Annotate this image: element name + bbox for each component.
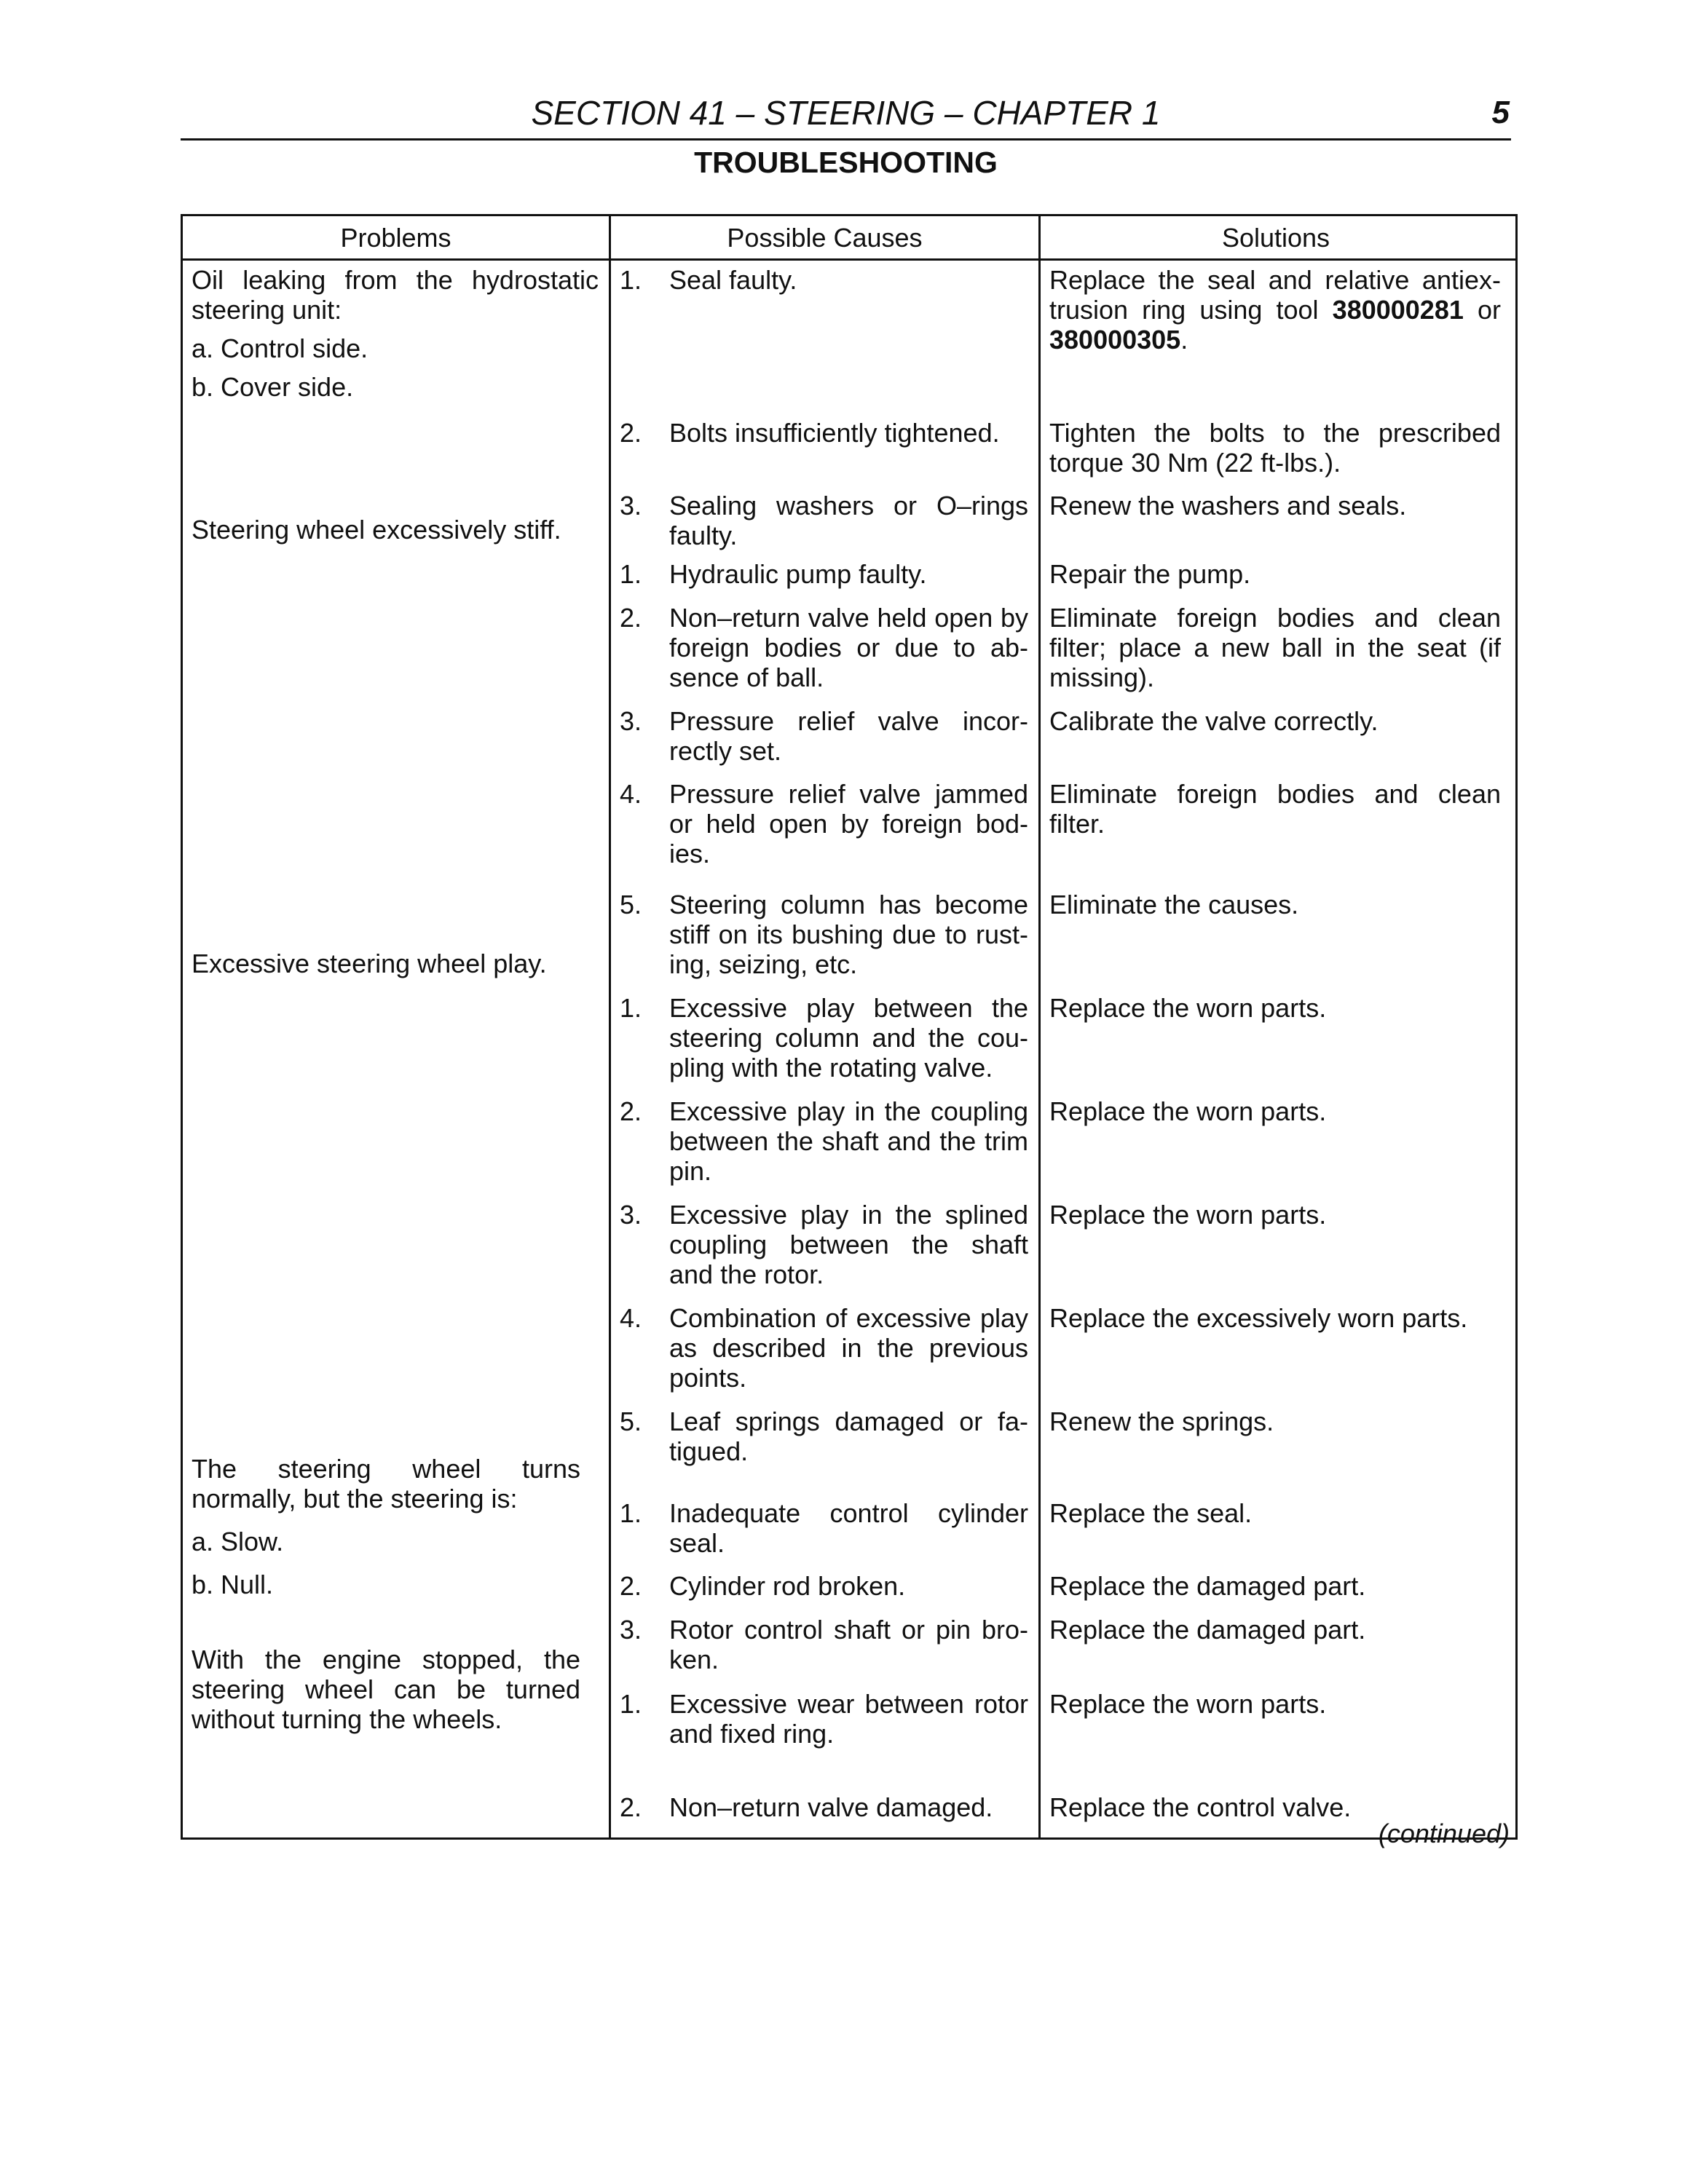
solution-text: Replace the worn parts.	[1049, 993, 1327, 1023]
solution-text: Replace the excessively worn parts.	[1049, 1303, 1468, 1333]
cause-number: 3.	[620, 491, 642, 521]
cause-text: Excessive wear between rotor and fixed ring.	[669, 1689, 1028, 1749]
solution-text: Tighten the bolts to the prescribed torque 30 Nm (22 ft-lbs.).	[1049, 418, 1501, 478]
problem-subitem: a. Control side.	[192, 333, 368, 363]
cause-text: Cylinder rod broken.	[669, 1571, 906, 1601]
section-header: SECTION 41 – STEERING – CHAPTER 1	[531, 94, 1161, 132]
cause-text: Steering column has become stiff on its bushing due to rusting, seizing, etc.	[669, 890, 1028, 979]
solution-text: Renew the springs.	[1049, 1406, 1274, 1436]
cause-number: 2.	[620, 1792, 642, 1822]
cause-text: Bolts insufficiently tightened.	[669, 418, 1000, 448]
problem-text: The steering wheel turns normally, but the steering is:	[192, 1454, 580, 1514]
problem-wheel-turns-freely	[183, 1645, 591, 1734]
solution-text: Eliminate the causes.	[1049, 890, 1299, 919]
cause-text: Non–return valve held open by foreign bodies or due to absence of ball.	[669, 603, 1028, 692]
cause-text: Non–return valve damaged.	[669, 1792, 993, 1822]
cause-number: 5.	[620, 890, 642, 919]
cause-item	[611, 1406, 1038, 1466]
causes-column	[611, 261, 1041, 1837]
cause-number: 5.	[620, 1406, 642, 1436]
cause-number: 4.	[620, 1303, 642, 1333]
cause-text: Combination of excessive play as described in the previous points.	[669, 1303, 1028, 1393]
cause-number: 1.	[620, 1498, 642, 1528]
problem-slow-steering	[183, 1454, 591, 1599]
cause-number: 2.	[620, 603, 642, 633]
header-rule	[181, 138, 1511, 141]
cause-item	[611, 1200, 1038, 1289]
cause-text: Rotor control shaft or pin broken.	[669, 1615, 1028, 1674]
cause-item	[611, 993, 1038, 1083]
solution-text: Repair the pump.	[1049, 559, 1251, 589]
solution-text-part: .	[1180, 325, 1188, 355]
cause-number: 3.	[620, 706, 642, 736]
cause-text: Sealing washers or O–rings faulty.	[669, 491, 1028, 550]
cause-number: 1.	[620, 1689, 642, 1719]
solution-text: Replace the control valve.	[1049, 1792, 1352, 1822]
cause-text: Hydraulic pump faulty.	[669, 559, 927, 589]
cause-item	[611, 779, 1038, 869]
cause-text: Excessive play in the splined coupling between the shaft and the rotor.	[669, 1200, 1028, 1289]
solution-text	[1041, 265, 1511, 355]
cause-number: 2.	[620, 418, 642, 448]
solution-text: Replace the worn parts.	[1049, 1689, 1327, 1719]
cause-item	[611, 1498, 1038, 1558]
solution-text: Calibrate the valve correctly.	[1049, 706, 1379, 736]
cause-number: 3.	[620, 1200, 642, 1230]
cause-text: Pressure relief valve jammed or held open by foreign bodies.	[669, 779, 1028, 869]
problem-text: Steering wheel excessively stiff.	[192, 515, 561, 545]
tool-number: 380000305	[1049, 325, 1181, 355]
cause-number: 3.	[620, 1615, 642, 1645]
column-header-problems: Problems	[183, 216, 611, 258]
problem-text: With the engine stopped, the steering wheel can be turned without turning the wheels.	[192, 1645, 580, 1734]
continued-note: (continued)	[1378, 1819, 1510, 1848]
cause-number: 1.	[620, 559, 642, 589]
page-title: TROUBLESHOOTING	[694, 146, 998, 179]
cause-text: Excessive play in the coupling between the shaft and the trim pin.	[669, 1096, 1028, 1186]
table-body	[183, 261, 1515, 1837]
solution-text: Replace the damaged part.	[1049, 1615, 1366, 1645]
problems-column	[183, 261, 611, 1837]
cause-item	[611, 265, 1038, 295]
cause-text: Leaf springs damaged or fatigued.	[669, 1406, 1028, 1466]
solution-text: Replace the seal.	[1049, 1498, 1253, 1528]
cause-item	[611, 603, 1038, 692]
column-header-causes: Possible Causes	[611, 216, 1041, 258]
cause-item	[611, 1571, 1038, 1601]
cause-item	[611, 491, 1038, 550]
cause-item	[611, 1689, 1038, 1749]
troubleshooting-table	[181, 214, 1518, 1840]
solution-text: Replace the worn parts.	[1049, 1096, 1327, 1126]
table-header-row	[183, 216, 1515, 261]
problem-subitem: a. Slow.	[192, 1527, 284, 1556]
solution-text: Renew the washers and seals.	[1049, 491, 1407, 521]
cause-item	[611, 1615, 1038, 1674]
solution-text: Replace the damaged part.	[1049, 1571, 1366, 1601]
tool-number: 380000281	[1332, 295, 1464, 325]
solution-text-part: or	[1463, 295, 1502, 325]
cause-text: Inadequate control cylinder seal.	[669, 1498, 1028, 1558]
problem-text: Oil leaking from the hydrostatic steering unit:	[192, 265, 599, 325]
problem-subitem: b. Cover side.	[192, 372, 354, 402]
problem-subitem: b. Null.	[192, 1570, 274, 1599]
problem-oil-leaking	[183, 265, 609, 402]
cause-text: Pressure relief valve incorrectly set.	[669, 706, 1028, 766]
cause-item	[611, 418, 1038, 448]
solutions-column	[1041, 261, 1511, 1837]
solution-text-part: Replace the seal and relative antiextrusion ring using tool	[1049, 265, 1501, 325]
cause-number: 1.	[620, 265, 642, 295]
problem-excessive-play	[183, 949, 591, 978]
cause-number: 1.	[620, 993, 642, 1023]
cause-item	[611, 1792, 1038, 1822]
solution-text: Eliminate foreign bodies and clean filter.	[1049, 779, 1501, 839]
cause-number: 4.	[620, 779, 642, 809]
problem-steering-stiff	[183, 515, 591, 545]
cause-item	[611, 706, 1038, 766]
problem-text: Excessive steering wheel play.	[192, 949, 547, 978]
cause-item	[611, 890, 1038, 979]
cause-item	[611, 1303, 1038, 1393]
cause-item	[611, 1096, 1038, 1186]
cause-text: Excessive play between the steering column and the coupling with the rotating valve.	[669, 993, 1028, 1083]
cause-item	[611, 559, 1038, 589]
page-number: 5	[1491, 95, 1510, 130]
cause-number: 2.	[620, 1571, 642, 1601]
cause-number: 2.	[620, 1096, 642, 1126]
column-header-solutions: Solutions	[1221, 222, 1330, 253]
solution-text: Replace the worn parts.	[1049, 1200, 1327, 1230]
solution-text: Eliminate foreign bodies and clean filter; place a new ball in the seat (if missing).	[1049, 603, 1501, 692]
cause-text: Seal faulty.	[669, 265, 797, 295]
